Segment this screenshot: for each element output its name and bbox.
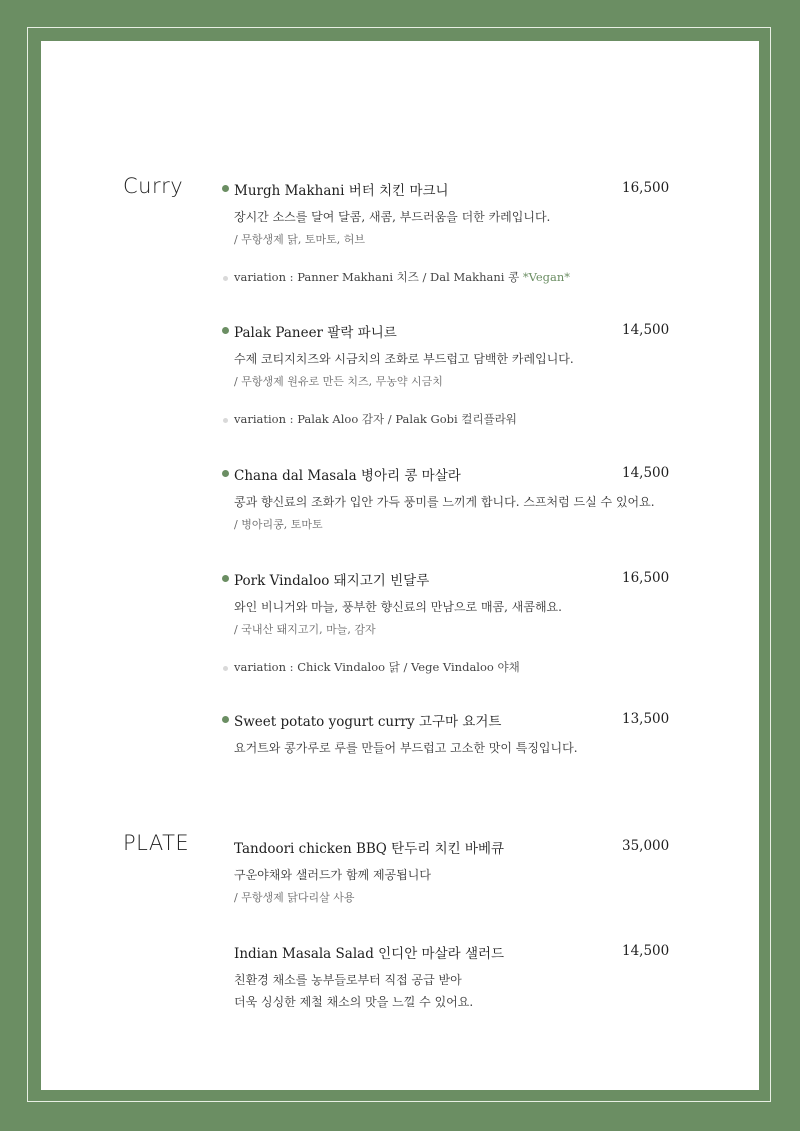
menu-item [222, 179, 682, 287]
variation-text: variation : Panner Makhani 치즈 / Dal Makhani 콩 [234, 270, 520, 284]
menu-page [41, 41, 759, 1090]
item-description: 친환경 채소를 농부들로부터 직접 공급 받아 [234, 973, 462, 987]
menu-item [222, 321, 682, 429]
item-price: 14,500 [622, 465, 670, 481]
bullet-icon [222, 575, 229, 582]
item-description-line2: 더욱 싱싱한 제철 채소의 맛을 느낄 수 있어요. [234, 995, 474, 1009]
bullet-icon [222, 185, 229, 192]
item-name: Pork Vindaloo 돼지고기 빈달루 [234, 573, 430, 589]
variation-text: variation : Chick Vindaloo 닭 / Vege Vindaloo 야채 [234, 660, 520, 674]
bullet-icon [222, 470, 229, 477]
item-description: 수제 코티지치즈와 시금치의 조화로 부드럽고 담백한 카레입니다. [234, 352, 574, 366]
bullet-icon [222, 716, 229, 723]
item-description: 장시간 소스를 달여 달콤, 새콤, 부드러움을 더한 카레입니다. [234, 210, 551, 224]
menu-item [222, 837, 682, 907]
item-ingredients: / 국내산 돼지고기, 마늘, 감자 [234, 623, 376, 636]
item-name: Chana dal Masala 병아리 콩 마살라 [234, 468, 461, 484]
item-name: Murgh Makhani 버터 치킨 마크니 [234, 183, 449, 199]
item-price: 16,500 [622, 570, 670, 586]
item-name: Palak Paneer 팔락 파니르 [234, 325, 397, 341]
item-name: Sweet potato yogurt curry 고구마 요거트 [234, 714, 502, 730]
item-price: 13,500 [622, 711, 670, 727]
menu-item [222, 710, 682, 758]
item-price: 14,500 [622, 322, 670, 338]
item-description: 와인 비니거와 마늘, 풍부한 향신료의 만남으로 매콤, 새콤해요. [234, 600, 562, 614]
variation-dot-icon [223, 276, 228, 281]
variation-dot-icon [223, 418, 228, 423]
item-description: 요거트와 콩가루로 루를 만들어 부드럽고 고소한 맛이 특징입니다. [234, 741, 578, 755]
item-ingredients: / 무항생제 닭, 토마토, 허브 [234, 233, 365, 246]
item-name: Indian Masala Salad 인디안 마살라 샐러드 [234, 946, 505, 962]
vegan-tag: *Vegan* [522, 270, 571, 284]
item-variation [222, 269, 682, 287]
item-variation [222, 411, 682, 429]
item-ingredients: / 무항생제 닭다리살 사용 [234, 891, 355, 904]
bullet-icon [222, 327, 229, 334]
item-price: 35,000 [622, 838, 670, 854]
item-variation [222, 659, 682, 677]
section-title-curry: Curry [123, 174, 184, 198]
item-description: 콩과 향신료의 조화가 입안 가득 풍미를 느끼게 합니다. 스프처럼 드실 수 있어요. [234, 495, 655, 509]
menu-item [222, 942, 682, 1012]
item-description: 구운야채와 샐러드가 함께 제공됩니다 [234, 868, 431, 882]
menu-item [222, 464, 682, 534]
item-name: Tandoori chicken BBQ 탄두리 치킨 바베큐 [234, 841, 505, 857]
item-price: 16,500 [622, 180, 670, 196]
item-ingredients: / 무항생제 원유로 만든 치즈, 무농약 시금치 [234, 375, 443, 388]
item-price: 14,500 [622, 943, 670, 959]
item-ingredients: / 병아리콩, 토마토 [234, 518, 323, 531]
variation-text: variation : Palak Aloo 감자 / Palak Gobi 컬리플라워 [234, 412, 517, 426]
menu-item [222, 569, 682, 677]
section-title-plate: PLATE [123, 831, 190, 855]
variation-dot-icon [223, 666, 228, 671]
